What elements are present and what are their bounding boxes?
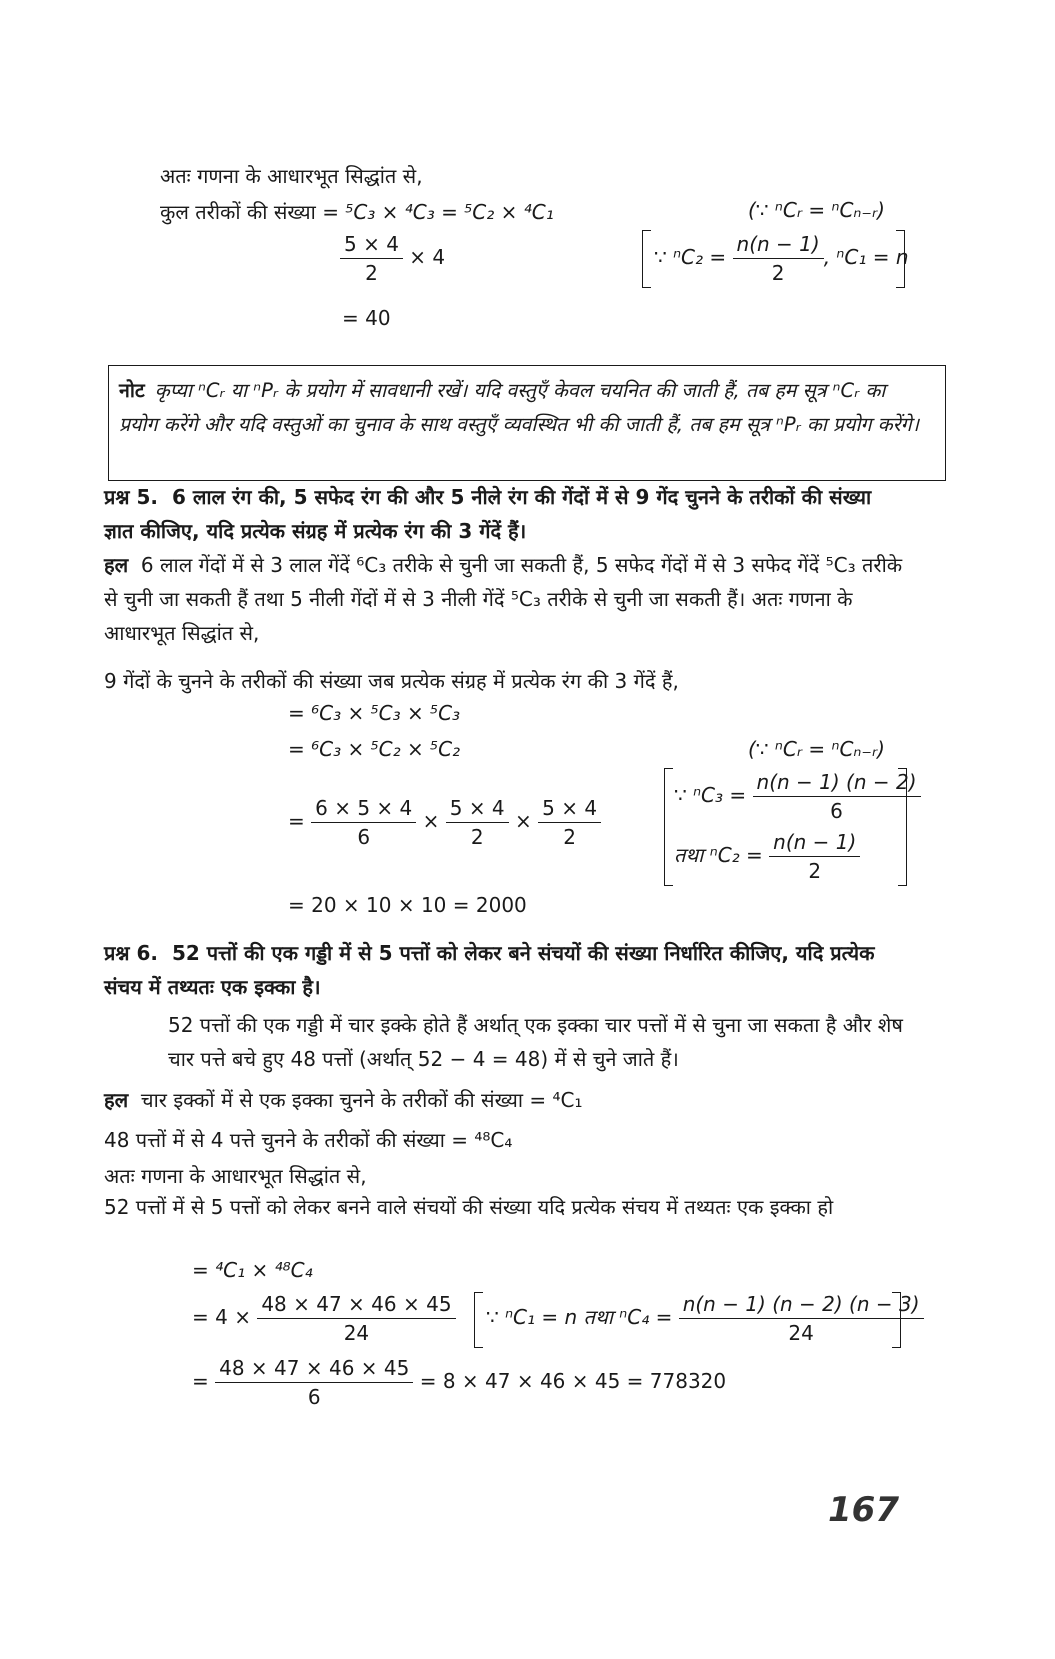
total-ways-line <box>160 198 554 225</box>
reference-formula <box>674 830 860 883</box>
solution-line <box>104 1086 583 1113</box>
solution-label: हल <box>104 1088 129 1112</box>
solution-label: हल <box>104 553 129 577</box>
fraction <box>215 1356 413 1409</box>
fraction-expression <box>340 232 445 285</box>
question-label: प्रश्न 5. <box>104 485 158 509</box>
fraction-denominator: 6 <box>830 799 843 823</box>
fraction-denominator: 2 <box>808 859 822 883</box>
fraction <box>311 796 416 849</box>
note-text-container <box>119 374 919 442</box>
math-step: = ⁶C₃ × ⁵C₂ × ⁵C₂ <box>288 737 461 761</box>
text-line: 9 गेंदों के चुनने के तरीकों की संख्या जब प्रत्येक संग्रह में प्रत्येक रंग की 3 गेंदें हैं, <box>104 669 679 693</box>
step-prefix: = 4 × <box>192 1305 251 1329</box>
fraction-numerator: 48 × 47 × 46 × 45 <box>257 1292 455 1319</box>
fraction-denominator: 2 <box>365 261 378 285</box>
text-line: अतः गणना के आधारभूत सिद्धांत से, <box>160 164 423 188</box>
note-box <box>108 365 946 481</box>
note-label: नोट <box>119 379 145 402</box>
question-6 <box>104 936 904 1004</box>
fraction-numerator: 5 × 4 <box>340 232 403 259</box>
fraction-numerator: n(n − 1) <box>769 830 860 857</box>
ref-lhs: ∵ ⁿC₁ = n तथा ⁿC₄ = <box>486 1305 673 1329</box>
ref-rhs: , ⁿC₁ = n <box>823 245 909 269</box>
bracket-left <box>642 230 651 288</box>
question-label: प्रश्न 6. <box>104 941 158 965</box>
ref-lhs: तथा ⁿC₂ = <box>674 843 763 867</box>
text-line: 48 पत्तों में से 4 पत्ते चुनने के तरीकों की संख्या = ⁴⁸C₄ <box>104 1128 513 1152</box>
fraction-denominator: 2 <box>771 261 785 285</box>
fraction <box>446 796 509 849</box>
fraction-numerator: 5 × 4 <box>446 796 509 823</box>
result: = 20 × 10 × 10 = 2000 <box>288 893 527 917</box>
formula-note: (∵ ⁿCᵣ = ⁿCₙ₋ᵣ) <box>748 737 885 761</box>
step-prefix: = <box>192 1369 209 1393</box>
solution-text: 6 लाल गेंदों में से 3 लाल गेंदें ⁶C₃ तरीके से चुनी जा सकती हैं, 5 सफेद गेंदों में से 3 सफेद गेंदें ⁵C₃ तरीके से चुनी जा सकती हैं तथा 5 नीली गेंदों में से 3 नीली गेंदें ⁵C₃ तरीके से चुनी जा सकती हैं। अतः गणना के आधारभूत सिद्धांत से, <box>104 553 903 645</box>
math-expression: ⁵C₃ × ⁴C₃ = ⁵C₂ × ⁴C₁ <box>345 200 554 224</box>
note-text: कृप्या ⁿCᵣ या ⁿPᵣ के प्रयोग में सावधानी रखें। यदि वस्तुएँ केवल चयनित की जाती हैं, तब हम सूत्र ⁿCᵣ का प्रयोग करेंगे और यदि वस्तुओं का चुनाव के साथ वस्तुएँ व्यवस्थित भी की जाती हैं, तब हम सूत्र ⁿPᵣ का प्रयोग करेंगे। <box>119 379 920 436</box>
fraction-denominator: 24 <box>788 1321 814 1345</box>
bracket-right <box>892 1292 901 1348</box>
text-label: कुल तरीकों की संख्या = <box>160 200 346 224</box>
bracket-left <box>474 1292 483 1348</box>
formula-note: (∵ ⁿCᵣ = ⁿCₙ₋ᵣ) <box>748 198 885 222</box>
text-line: अतः गणना के आधारभूत सिद्धांत से, <box>104 1164 367 1188</box>
fraction <box>679 1292 924 1345</box>
reference-formula <box>654 232 909 285</box>
reference-formula <box>674 770 921 823</box>
bracket-right <box>896 230 905 288</box>
fraction-expression: = $\frac{6 \times 5 \times 4}{6}$ × $\frac{5 \times 4}{2}$ × $\frac{5 \times 4}{2}$ <box>288 796 601 849</box>
question-5 <box>104 480 904 548</box>
fraction-numerator: n(n − 1) (n − 2) (n − 3) <box>679 1292 924 1319</box>
fraction <box>538 796 601 849</box>
question-text: 6 लाल रंग की, 5 सफेद रंग की और 5 नीले रंग की गेंदों में से 9 गेंद चुनने के तरीकों की संख्या ज्ञात कीजिए, यदि प्रत्येक संग्रह में प्रत्येक रंग की 3 गेंदें हैं। <box>104 485 872 543</box>
text-paragraph: 52 पत्तों में से 5 पत्तों को लेकर बनने वाले संचयों की संख्या यदि प्रत्येक संचय में तथ्यतः एक इक्का हो <box>104 1195 834 1219</box>
fraction <box>769 830 860 883</box>
question-text: 52 पत्तों की एक गड्डी में से 5 पत्तों को लेकर बने संचयों की संख्या निर्धारित कीजिए, यदि प्रत्येक संचय में तथ्यतः एक इक्का है। <box>104 941 875 999</box>
solution-text: चार इक्कों में से एक इक्का चुनने के तरीकों की संख्या = ⁴C₁ <box>140 1088 583 1112</box>
math-step: = ⁴C₁ × ⁴⁸C₄ <box>192 1258 313 1282</box>
fraction-denominator: 6 <box>307 1385 321 1409</box>
solution-5 <box>104 548 904 650</box>
bracket-right <box>898 768 907 886</box>
fraction-numerator: 6 × 5 × 4 <box>311 796 416 823</box>
fraction-numerator: 48 × 47 × 46 × 45 <box>215 1356 413 1383</box>
fraction-numerator: n(n − 1) (n − 2) <box>753 770 921 797</box>
ref-lhs: ∵ ⁿC₂ = <box>654 245 727 269</box>
step-result: = 8 × 47 × 46 × 45 = 778320 <box>419 1369 727 1393</box>
bracket-left <box>664 768 673 886</box>
fraction-expression <box>192 1356 726 1409</box>
result: = 40 <box>342 306 391 330</box>
fraction-expression <box>192 1292 456 1345</box>
fraction-denominator: 2 <box>470 825 484 849</box>
fraction <box>733 232 824 285</box>
fraction-denominator: 2 <box>563 825 576 849</box>
fraction <box>753 770 921 823</box>
fraction-denominator: 6 <box>357 825 371 849</box>
page-number: 167 <box>828 1490 899 1530</box>
math-step: = ⁶C₃ × ⁵C₃ × ⁵C₃ <box>288 701 461 725</box>
fraction <box>340 232 403 285</box>
fraction-denominator: 24 <box>343 1321 370 1345</box>
reference-formula <box>486 1292 924 1345</box>
fraction <box>257 1292 455 1345</box>
ref-lhs: ∵ ⁿC₃ = <box>674 783 747 807</box>
intro-paragraph: 52 पत्तों की एक गड्डी में चार इक्के होते हैं अर्थात् एक इक्का चार पत्तों में से चुना जा सकता है और शेष चार पत्ते बचे हुए 48 पत्तों (अर्थात् 52 − 4 = 48) में से चुने जाते हैं। <box>168 1013 903 1071</box>
fraction-numerator: n(n − 1) <box>733 232 824 259</box>
fraction-numerator: 5 × 4 <box>538 796 601 823</box>
fraction-tail: × 4 <box>409 245 446 269</box>
